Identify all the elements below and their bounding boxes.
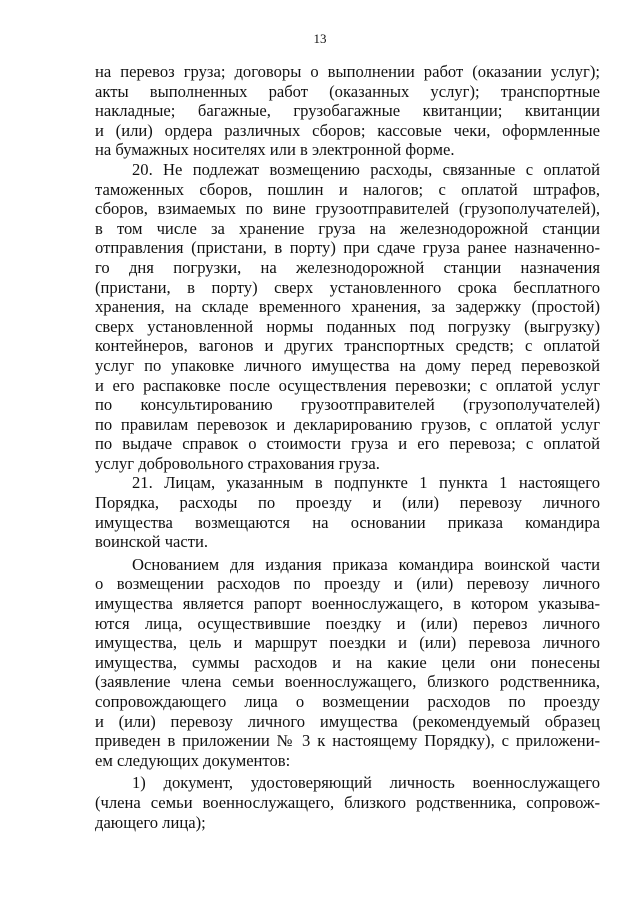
text-line: и (или) ордера различных сборов; кассовые чеки, оформленные — [95, 120, 600, 140]
text-line: (заявление члена семьи военнослужащего, близкого родственника, — [95, 672, 600, 692]
text-line: сверх установленной нормы поданных под погрузку (выгрузку) — [95, 316, 600, 336]
text-line: по правилам перевозок и декларированию грузов, с оплатой услуг — [95, 414, 600, 434]
text-line: услуг по упаковке личного имущества на дому перед перевозкой — [95, 355, 600, 375]
text-line: сопровождающего лица о возмещении расходов по проезду — [95, 692, 600, 711]
paragraph-item-20 — [95, 160, 600, 474]
text-line: Основанием для издания приказа командира воинской части — [132, 554, 600, 574]
page-number: 13 — [313, 31, 327, 46]
text-line: по консультированию грузоотправителей (грузополучателей) — [95, 395, 600, 415]
text-line: (пристани, в порту) сверх установленного срока бесплатного — [95, 277, 600, 297]
text-line: имущества, суммы расходов и на какие цели они понесены — [95, 652, 600, 672]
text-line: имущества является рапорт военнослужащего, в котором указыва- — [95, 594, 600, 614]
text-line: на бумажных носителях или в электронной форме. — [95, 140, 455, 160]
text-line: дающего лица); — [95, 812, 206, 832]
text-line: приведен в приложении № 3 к настоящему Порядку), с приложени- — [95, 731, 600, 751]
text-line: ем следующих документов: — [95, 750, 291, 770]
text-line: отправления (пристани, в порту) при сдаче груза ранее назначенно- — [95, 238, 600, 258]
text-line: услуг добровольного страхования груза. — [95, 453, 380, 473]
text-line: на перевоз груза; договоры о выполнении работ (оказании услуг); — [95, 62, 600, 81]
text-line: 21. Лицам, указанным в подпункте 1 пункта 1 настоящего — [132, 473, 600, 493]
paragraph-subitem-1 — [95, 773, 600, 832]
text-line: Порядка, расходы по проезду и (или) перевозу личного — [95, 493, 600, 513]
text-line: хранения, на складе временного хранения, за задержку (простой) — [95, 297, 600, 317]
text-line: ются лица, осуществившие поездку и (или) перевоз личного — [95, 613, 600, 633]
text-line: (члена семьи военнослужащего, близкого родственника, сопровож- — [95, 792, 600, 812]
text-line: 20. Не подлежат возмещению расходы, связанные с оплатой — [132, 159, 600, 179]
paragraph-item-21 — [95, 473, 600, 551]
paragraph-continuation — [95, 62, 600, 160]
text-line: воинской части. — [95, 532, 209, 552]
paragraph-basis — [95, 555, 600, 771]
text-line: акты выполненных работ (оказанных услуг); транспортные — [95, 81, 600, 101]
text-line: и его распаковке после осуществления перевозки; с оплатой услуг — [95, 375, 600, 395]
text-line: накладные; багажные, грузобагажные квитанции; квитанции — [95, 101, 600, 121]
text-line: имущества возмещаются на основании приказа командира — [95, 512, 600, 532]
text-line: го дня погрузки, на железнодорожной станции назначения — [95, 257, 600, 277]
text-line: 1) документ, удостоверяющий личность военнослужащего — [132, 773, 600, 793]
text-line: сборов, взимаемых по вине грузоотправителей (грузополучателей), — [95, 199, 600, 219]
text-line: по выдаче справок о стоимости груза и его перевоза; с оплатой — [95, 434, 600, 454]
text-line: о возмещении расходов по проезду и (или) перевозу личного — [95, 574, 600, 594]
text-line: контейнеров, вагонов и других транспортных средств; с оплатой — [95, 336, 600, 356]
text-line: в том числе за хранение груза на железнодорожной станции — [95, 218, 600, 238]
document-body — [95, 62, 600, 832]
text-line: таможенных сборов, пошлин и налогов; с оплатой штрафов, — [95, 179, 600, 199]
text-line: и (или) перевозу личного имущества (рекомендуемый образец — [95, 711, 600, 731]
text-line: имущества, цель и маршрут поездки и (или) перевоза личного — [95, 633, 600, 653]
